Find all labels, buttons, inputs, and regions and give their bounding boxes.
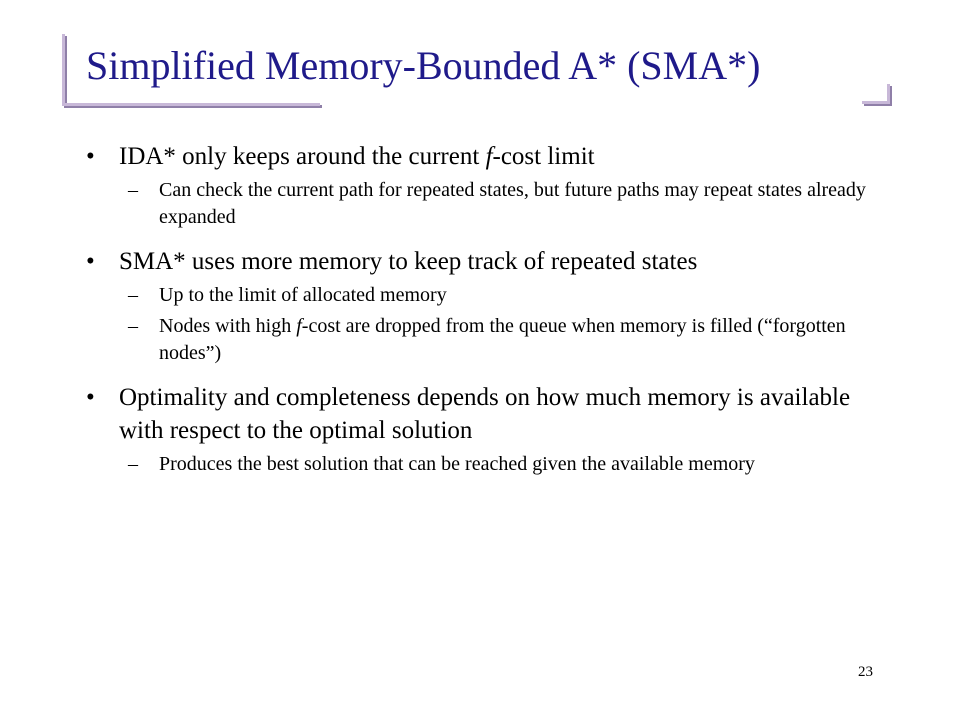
bullet-2	[86, 245, 886, 278]
title-bracket-right-horizontal	[862, 101, 890, 104]
bullet-1-sub-1	[86, 177, 886, 231]
title-bracket-left-vertical	[62, 34, 65, 106]
bullet-2-sub-2-text-post: -cost are dropped from the queue when memory is filled (“forgotten nodes”)	[159, 315, 846, 364]
page-number: 23	[858, 664, 873, 680]
bullet-2-sub-1	[86, 282, 886, 309]
bullet-2-sub-2-text-pre: Nodes with high	[159, 315, 297, 337]
dash-marker: –	[128, 453, 138, 475]
bullet-2-sub-2-text-italic: f	[296, 315, 302, 337]
bullet-marker: •	[86, 384, 95, 411]
dash-marker: –	[128, 179, 138, 201]
bullet-2-sub-2	[86, 313, 886, 367]
bullet-marker: •	[86, 248, 95, 275]
slide-title: Simplified Memory-Bounded A* (SMA*)	[86, 43, 761, 88]
bullet-3-sub-1-text: Produces the best solution that can be reached given the available memory	[159, 453, 755, 475]
bullet-marker: •	[86, 143, 95, 170]
bullet-1-sub-1-text: Can check the current path for repeated states, but future paths may repeat states already expanded	[159, 179, 866, 228]
bullet-2-text: SMA* uses more memory to keep track of repeated states	[119, 248, 698, 275]
bullet-1	[86, 140, 886, 173]
bullet-2-sub-1-text: Up to the limit of allocated memory	[159, 284, 447, 306]
dash-marker: –	[128, 284, 138, 306]
bullet-3-sub-1	[86, 451, 886, 478]
bullet-3	[86, 381, 886, 447]
bullet-1-text-italic: f	[485, 143, 493, 170]
bullet-1-text-pre: IDA* only keeps around the current	[119, 143, 486, 170]
title-bracket-left-horizontal	[62, 103, 320, 106]
dash-marker: –	[128, 315, 138, 337]
slide-body	[86, 140, 886, 478]
bullet-3-text: Optimality and completeness depends on how much memory is available with respect to the optimal solution	[119, 384, 851, 444]
bullet-1-text-post: -cost limit	[492, 143, 595, 170]
